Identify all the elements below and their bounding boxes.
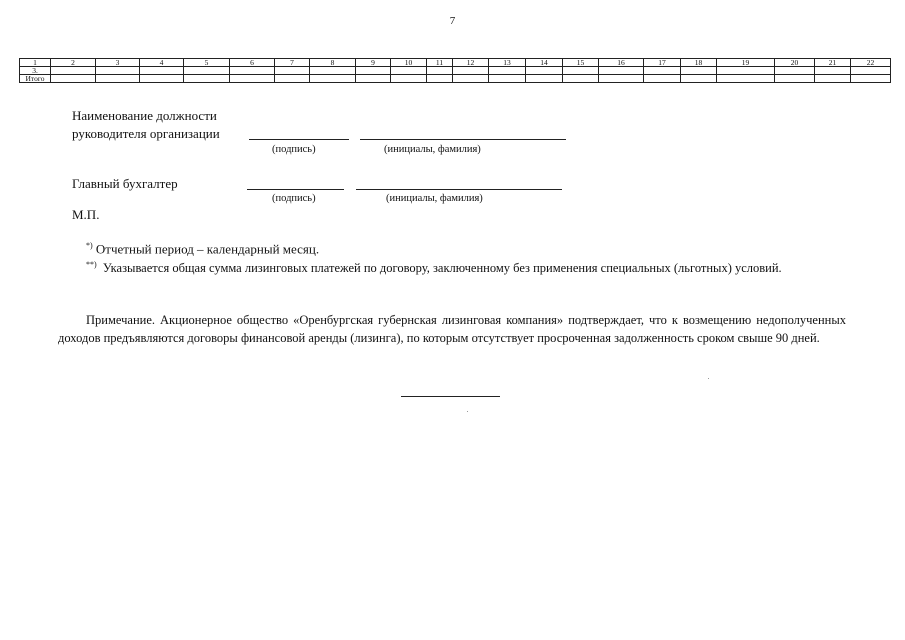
row-label: 3. bbox=[20, 67, 51, 75]
column-header: 4 bbox=[140, 59, 184, 67]
footnote-2-mark: **) bbox=[86, 260, 97, 269]
signature-line bbox=[247, 189, 344, 190]
scan-speck bbox=[708, 378, 709, 379]
footnote-1 bbox=[86, 241, 319, 257]
signature-caption: (подпись) bbox=[272, 193, 316, 204]
column-header: 2 bbox=[51, 59, 96, 67]
column-header: 22 bbox=[851, 59, 891, 67]
name-line bbox=[356, 189, 562, 190]
column-header: 6 bbox=[230, 59, 275, 67]
table-header-row bbox=[20, 59, 891, 67]
column-header: 5 bbox=[184, 59, 230, 67]
column-header: 9 bbox=[356, 59, 391, 67]
footnote-1-mark: *) bbox=[86, 241, 93, 250]
column-header: 1 bbox=[20, 59, 51, 67]
footnote-1-text: Отчетный период – календарный месяц. bbox=[95, 241, 320, 257]
column-header: 7 bbox=[275, 59, 310, 67]
column-header: 15 bbox=[563, 59, 599, 67]
column-header: 8 bbox=[310, 59, 356, 67]
column-header: 21 bbox=[815, 59, 851, 67]
column-header: 13 bbox=[489, 59, 526, 67]
position-title-line1: Наименование должности bbox=[72, 108, 217, 123]
closing-rule bbox=[401, 396, 500, 397]
table-row bbox=[20, 67, 891, 75]
table-total-row bbox=[20, 75, 891, 83]
signature-line bbox=[249, 139, 349, 140]
name-caption: (инициалы, фамилия) bbox=[384, 144, 481, 155]
page-number: 7 bbox=[449, 15, 456, 27]
column-header: 10 bbox=[391, 59, 427, 67]
column-header: 3 bbox=[96, 59, 140, 67]
footnote-2-text: Указывается общая сумма лизинговых платежей по договору, заключенному без применения специальных (льготных) условий. bbox=[102, 261, 782, 276]
data-table bbox=[19, 58, 891, 83]
column-header: 20 bbox=[775, 59, 815, 67]
scan-speck bbox=[467, 411, 468, 412]
column-header: 14 bbox=[526, 59, 563, 67]
column-header: 18 bbox=[681, 59, 717, 67]
remark-paragraph: Примечание. Акционерное общество «Оренбургская губернская лизинговая компания» подтверждает, что к возмещению недополученных доходов предъявляются договоры финансовой аренды (лизинга), по которым отсутствует просроченная задолженность сроком свыше 90 дней. bbox=[58, 313, 846, 345]
column-header: 17 bbox=[644, 59, 681, 67]
seal-placeholder: М.П. bbox=[72, 207, 100, 222]
column-header: 11 bbox=[427, 59, 453, 67]
name-line bbox=[360, 139, 566, 140]
name-caption: (инициалы, фамилия) bbox=[386, 193, 483, 204]
signature-caption: (подпись) bbox=[272, 144, 316, 155]
column-header: 19 bbox=[717, 59, 775, 67]
footnote-2 bbox=[58, 256, 846, 277]
total-label: Итого bbox=[20, 75, 51, 83]
column-header: 16 bbox=[599, 59, 644, 67]
chief-accountant-label: Главный бухгалтер bbox=[72, 176, 178, 191]
position-title-line2: руководителя организации bbox=[72, 126, 220, 141]
column-header: 12 bbox=[453, 59, 489, 67]
